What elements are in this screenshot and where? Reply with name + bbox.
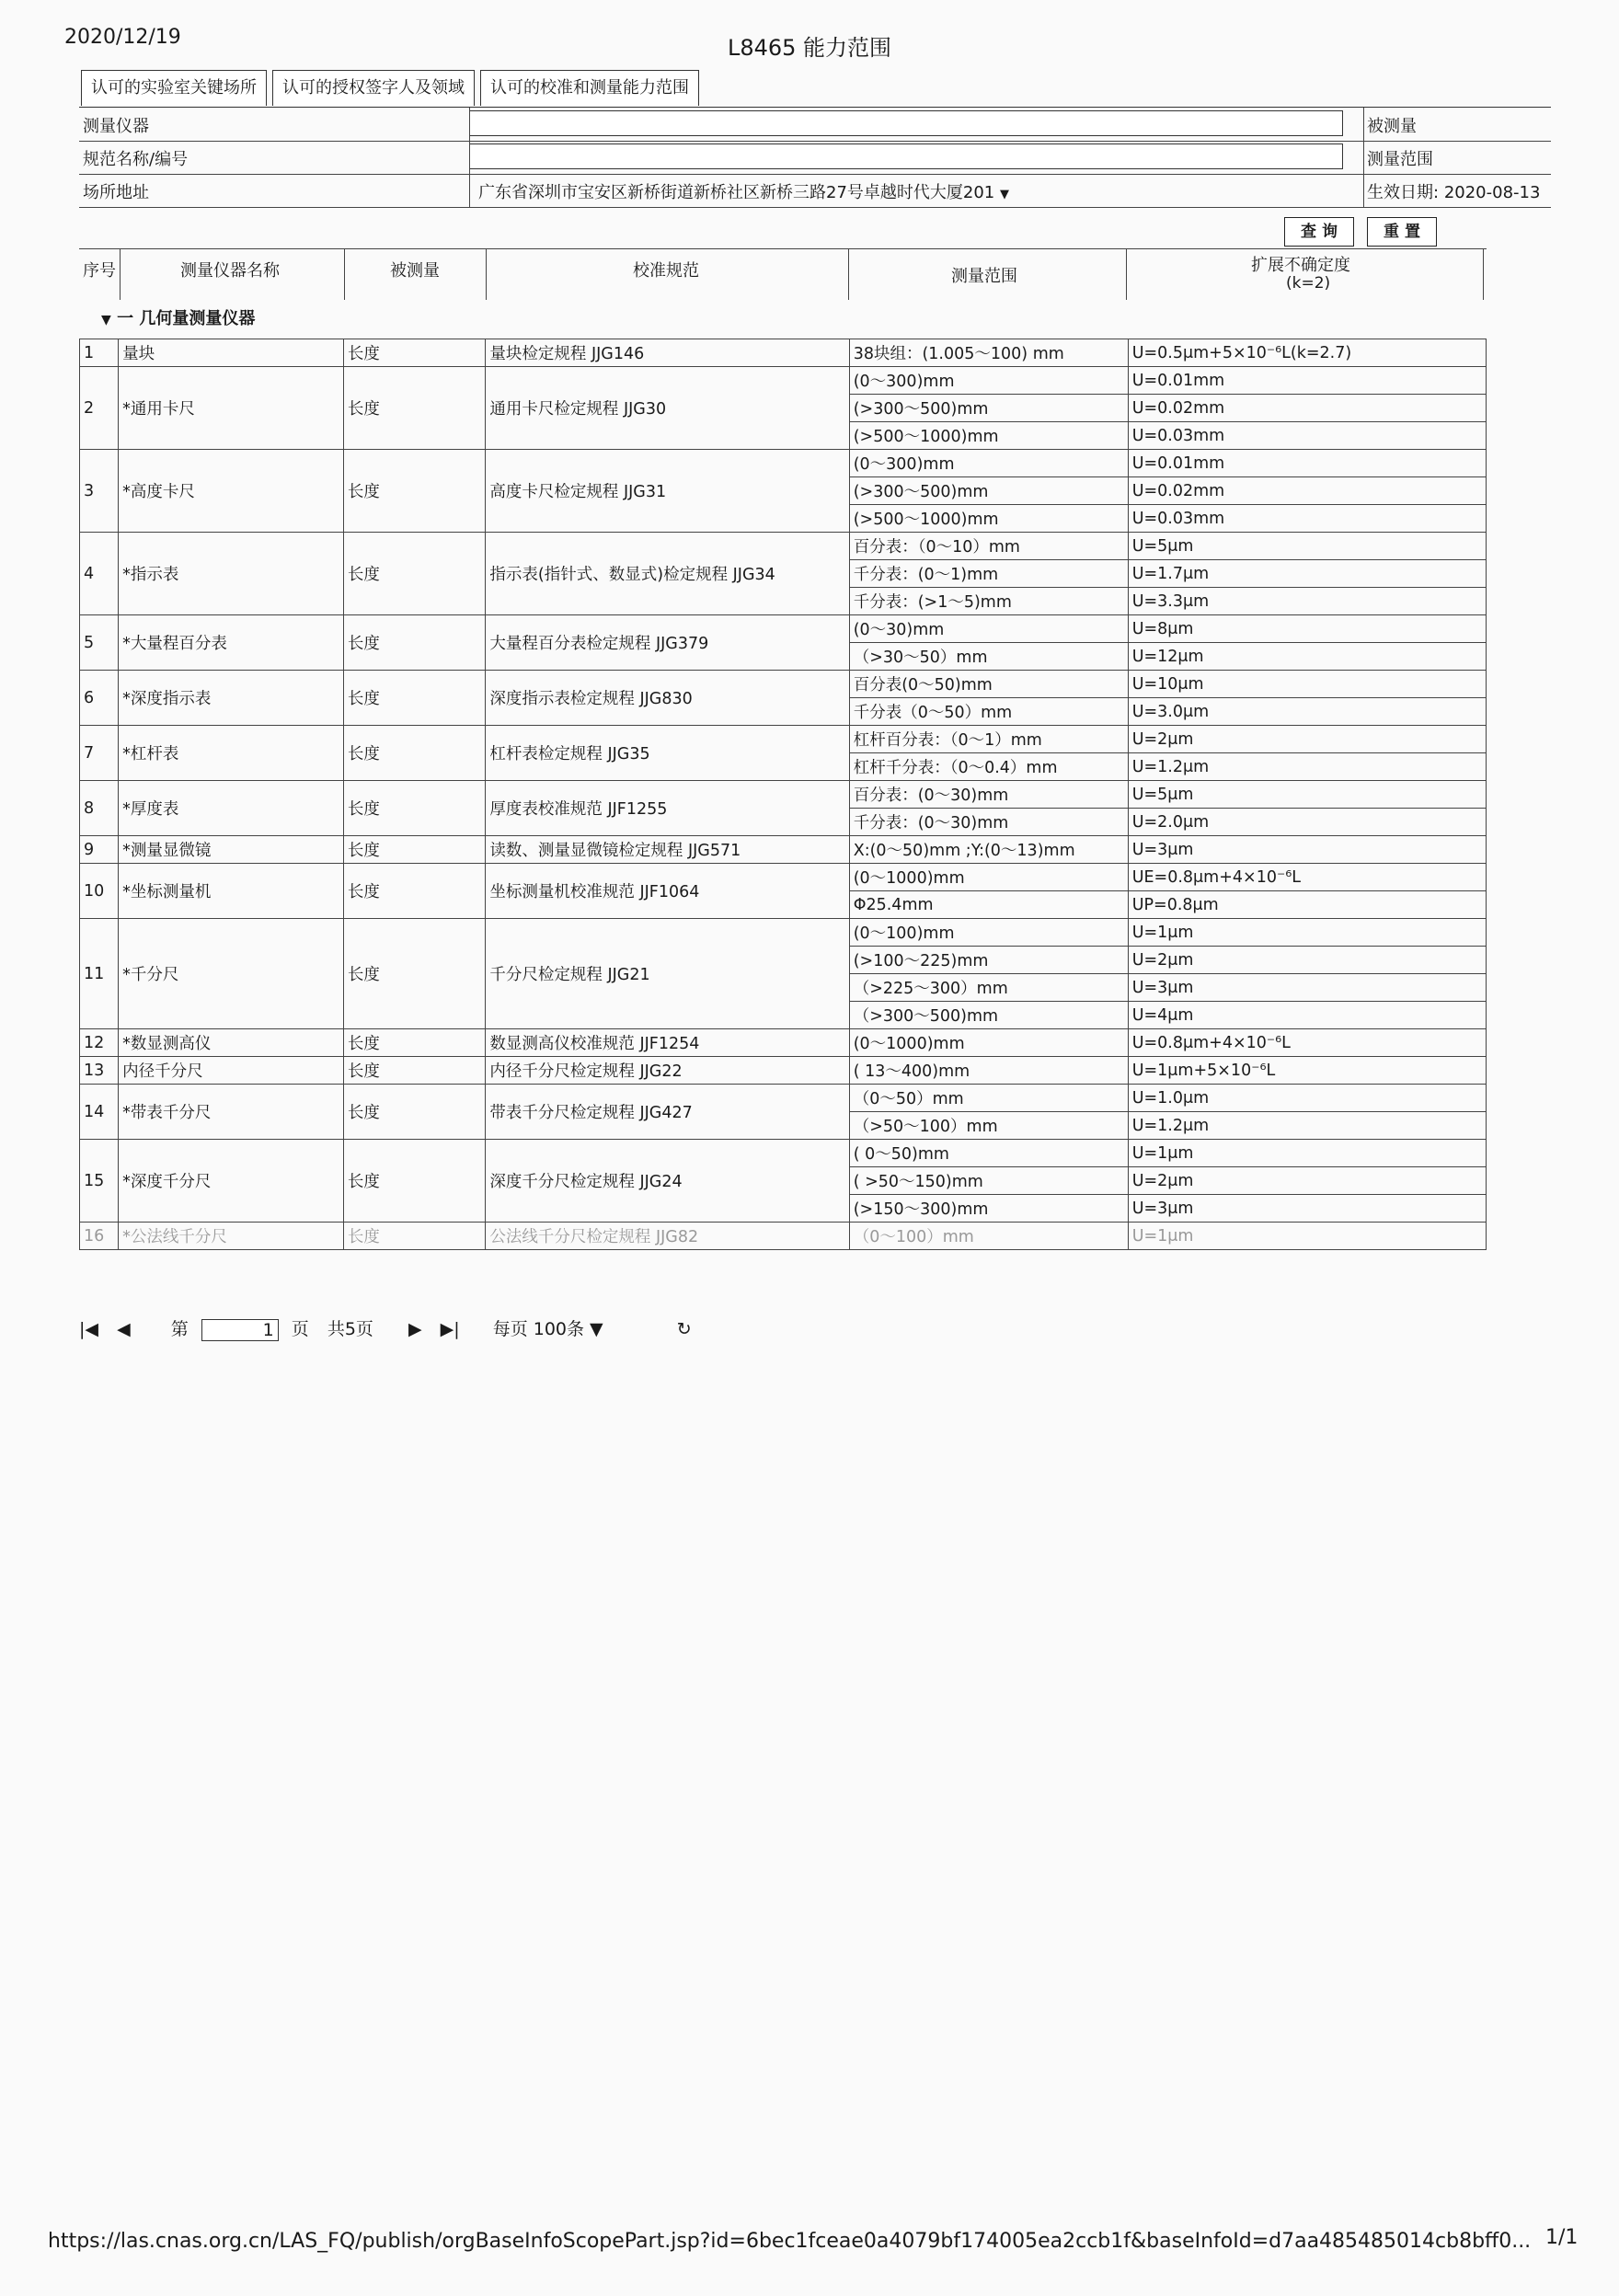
table-row <box>80 450 1487 477</box>
row-range: (0～1000)mm <box>849 1029 1128 1057</box>
table-row <box>80 1140 1487 1167</box>
row-quantity: 长度 <box>343 864 486 919</box>
section-title: 一 几何量测量仪器 <box>117 309 256 328</box>
tab-key-sites[interactable]: 认可的实验室关键场所 <box>81 70 267 106</box>
row-uncertainty: U=0.03mm <box>1128 505 1486 533</box>
row-uncertainty: U=5μm <box>1128 781 1486 809</box>
row-range: 千分表：(0～30)mm <box>849 809 1128 836</box>
table-row <box>80 864 1487 891</box>
reset-button[interactable]: 重 置 <box>1367 217 1437 247</box>
row-instrument-name: *厚度表 <box>119 781 344 836</box>
row-uncertainty: U=4μm <box>1128 1002 1486 1029</box>
col-name: 测量仪器名称 <box>180 261 280 281</box>
row-uncertainty: U=2μm <box>1128 1167 1486 1195</box>
scope-table <box>79 339 1487 1250</box>
row-spec: 厚度表校准规范 JJF1255 <box>486 781 849 836</box>
row-no: 11 <box>80 919 119 1029</box>
row-spec: 深度千分尺检定规程 JJG24 <box>486 1140 849 1223</box>
table-row <box>80 533 1487 560</box>
col-spec: 校准规范 <box>633 261 699 281</box>
spec-input[interactable] <box>469 144 1343 169</box>
row-instrument-name: *高度卡尺 <box>119 450 344 533</box>
effective-date: 生效日期: 2020-08-13 <box>1367 183 1541 202</box>
row-range: 百分表：（0～10）mm <box>849 533 1128 560</box>
table-row <box>80 836 1487 864</box>
filter-row-spec <box>79 141 1551 175</box>
row-no: 13 <box>80 1057 119 1085</box>
table-row <box>80 367 1487 395</box>
row-uncertainty: UE=0.8μm+4×10⁻⁶L <box>1128 864 1486 891</box>
row-instrument-name: *指示表 <box>119 533 344 615</box>
row-no: 1 <box>80 339 119 367</box>
table-row <box>80 615 1487 643</box>
section-geometric[interactable] <box>101 305 255 329</box>
row-spec: 深度指示表检定规程 JJG830 <box>486 671 849 726</box>
row-no: 14 <box>80 1085 119 1140</box>
row-no: 5 <box>80 615 119 671</box>
row-range: X:(0～50)mm ;Y:(0～13)mm <box>849 836 1128 864</box>
row-quantity: 长度 <box>343 450 486 533</box>
row-instrument-name: 内径千分尺 <box>119 1057 344 1085</box>
row-uncertainty: U=1μm+5×10⁻⁶L <box>1128 1057 1486 1085</box>
row-no: 9 <box>80 836 119 864</box>
row-instrument-name: *深度千分尺 <box>119 1140 344 1223</box>
row-instrument-name: *带表千分尺 <box>119 1085 344 1140</box>
row-range: （0～100）mm <box>849 1223 1128 1250</box>
row-range: 百分表(0～50)mm <box>849 671 1128 698</box>
page-prefix: 第 <box>170 1319 189 1339</box>
row-quantity: 长度 <box>343 1140 486 1223</box>
row-uncertainty: U=1μm <box>1128 1140 1486 1167</box>
row-instrument-name: *测量显微镜 <box>119 836 344 864</box>
row-no: 8 <box>80 781 119 836</box>
row-range: (>150～300)mm <box>849 1195 1128 1223</box>
col-uncertainty-k: (k=2) <box>1286 274 1331 293</box>
row-quantity: 长度 <box>343 836 486 864</box>
table-row <box>80 339 1487 367</box>
row-range: （>225～300）mm <box>849 974 1128 1002</box>
row-uncertainty: UP=0.8μm <box>1128 891 1486 919</box>
row-no: 16 <box>80 1223 119 1250</box>
row-range: 千分表（0～50）mm <box>849 698 1128 726</box>
row-spec: 高度卡尺检定规程 JJG31 <box>486 450 849 533</box>
row-quantity: 长度 <box>343 615 486 671</box>
row-range: (>500～1000)mm <box>849 422 1128 450</box>
filter-row-instrument <box>79 108 1551 142</box>
instrument-label: 测量仪器 <box>83 117 149 136</box>
tab-signatories[interactable]: 认可的授权签字人及领域 <box>272 70 475 106</box>
row-instrument-name: *杠杆表 <box>119 726 344 781</box>
footer-url: https://las.cnas.org.cn/LAS_FQ/publish/orgBaseInfoScopePart.jsp?id=6bec1fceae0a4079bf174005ea2ccb1f&baseInfoId=d7aa485485014cb8bff0... <box>48 2230 1532 2253</box>
row-range: (0～1000)mm <box>849 864 1128 891</box>
row-range: 千分表：(>1～5)mm <box>849 588 1128 615</box>
row-range: (0～30)mm <box>849 615 1128 643</box>
filter-row-site <box>79 174 1551 208</box>
row-quantity: 长度 <box>343 1057 486 1085</box>
row-spec: 通用卡尺检定规程 JJG30 <box>486 367 849 450</box>
row-range: （>50～100）mm <box>849 1112 1128 1140</box>
row-uncertainty: U=12μm <box>1128 643 1486 671</box>
chevron-down-icon[interactable]: ▼ <box>1000 188 1009 201</box>
row-uncertainty: U=0.03mm <box>1128 422 1486 450</box>
row-instrument-name: *坐标测量机 <box>119 864 344 919</box>
row-quantity: 长度 <box>343 919 486 1029</box>
row-instrument-name: *数显测高仪 <box>119 1029 344 1057</box>
row-uncertainty: U=0.8μm+4×10⁻⁶L <box>1128 1029 1486 1057</box>
row-spec: 内径千分尺检定规程 JJG22 <box>486 1057 849 1085</box>
total-pages: 共5页 <box>327 1319 373 1339</box>
row-no: 7 <box>80 726 119 781</box>
row-range: 百分表：(0～30)mm <box>849 781 1128 809</box>
row-uncertainty: U=5μm <box>1128 533 1486 560</box>
row-instrument-name: *公法线千分尺 <box>119 1223 344 1250</box>
row-no: 10 <box>80 864 119 919</box>
next-page-icon[interactable]: ▶ <box>408 1319 422 1339</box>
table-row <box>80 919 1487 947</box>
row-quantity: 长度 <box>343 339 486 367</box>
row-instrument-name: 量块 <box>119 339 344 367</box>
row-range: (0～100)mm <box>849 919 1128 947</box>
row-uncertainty: U=0.5μm+5×10⁻⁶L(k=2.7) <box>1128 339 1486 367</box>
row-uncertainty: U=1μm <box>1128 919 1486 947</box>
query-button[interactable]: 查 询 <box>1284 217 1354 247</box>
row-uncertainty: U=3.3μm <box>1128 588 1486 615</box>
last-page-icon[interactable]: ▶| <box>440 1319 460 1339</box>
table-row <box>80 671 1487 698</box>
row-spec: 读数、测量显微镜检定规程 JJG571 <box>486 836 849 864</box>
collapse-icon[interactable]: ▼ <box>101 313 111 327</box>
spec-label: 规范名称/编号 <box>83 150 189 169</box>
row-range: (0～300)mm <box>849 450 1128 477</box>
table-row <box>80 1085 1487 1112</box>
table-row <box>80 1223 1487 1250</box>
col-uncertainty: 扩展不确定度 <box>1251 256 1350 275</box>
row-range: Φ25.4mm <box>849 891 1128 919</box>
filter-panel <box>79 107 1551 202</box>
range-label: 测量范围 <box>1367 150 1433 169</box>
row-uncertainty: U=0.01mm <box>1128 367 1486 395</box>
row-spec: 量块检定规程 JJG146 <box>486 339 849 367</box>
row-no: 6 <box>80 671 119 726</box>
row-no: 12 <box>80 1029 119 1057</box>
row-range: （>300～500)mm <box>849 1002 1128 1029</box>
col-range: 测量范围 <box>951 267 1017 286</box>
row-spec: 坐标测量机校准规范 JJF1064 <box>486 864 849 919</box>
row-instrument-name: *通用卡尺 <box>119 367 344 450</box>
print-date: 2020/12/19 <box>64 26 181 49</box>
site-select[interactable]: 广东省深圳市宝安区新桥街道新桥社区新桥三路27号卓越时代大厦201 ▼ <box>478 183 1009 202</box>
row-quantity: 长度 <box>343 367 486 450</box>
row-uncertainty: U=1μm <box>1128 1223 1486 1250</box>
row-quantity: 长度 <box>343 1223 486 1250</box>
per-page-select[interactable]: 每页 100条 ▼ <box>492 1319 603 1339</box>
row-uncertainty: U=1.2μm <box>1128 1112 1486 1140</box>
row-uncertainty: U=8μm <box>1128 615 1486 643</box>
col-no: 序号 <box>83 261 116 281</box>
row-range: 杠杆千分表：（0～0.4）mm <box>849 753 1128 781</box>
row-instrument-name: *大量程百分表 <box>119 615 344 671</box>
row-range: ( 13～400)mm <box>849 1057 1128 1085</box>
row-uncertainty: U=3μm <box>1128 1195 1486 1223</box>
row-quantity: 长度 <box>343 1085 486 1140</box>
row-uncertainty: U=2μm <box>1128 726 1486 753</box>
row-quantity: 长度 <box>343 726 486 781</box>
row-spec: 数显测高仪校准规范 JJF1254 <box>486 1029 849 1057</box>
table-row <box>80 781 1487 809</box>
row-range: (>500～1000)mm <box>849 505 1128 533</box>
prev-page-icon[interactable]: ◀ <box>117 1319 131 1339</box>
row-range: (>300～500)mm <box>849 395 1128 422</box>
row-uncertainty: U=0.02mm <box>1128 395 1486 422</box>
row-no: 2 <box>80 367 119 450</box>
table-row <box>80 1029 1487 1057</box>
row-uncertainty: U=2μm <box>1128 947 1486 974</box>
table-row <box>80 1057 1487 1085</box>
row-uncertainty: U=1.7μm <box>1128 560 1486 588</box>
row-uncertainty: U=2.0μm <box>1128 809 1486 836</box>
row-uncertainty: U=3μm <box>1128 974 1486 1002</box>
tab-bar <box>81 70 705 107</box>
table-row <box>80 726 1487 753</box>
row-spec: 大量程百分表检定规程 JJG379 <box>486 615 849 671</box>
row-spec: 杠杆表检定规程 JJG35 <box>486 726 849 781</box>
measured-label: 被测量 <box>1367 117 1417 136</box>
row-uncertainty: U=0.02mm <box>1128 477 1486 505</box>
row-range: ( >50～150)mm <box>849 1167 1128 1195</box>
row-uncertainty: U=0.01mm <box>1128 450 1486 477</box>
row-range: （>30～50）mm <box>849 643 1128 671</box>
row-range: (>300～500)mm <box>849 477 1128 505</box>
site-label: 场所地址 <box>83 183 149 202</box>
pager <box>79 1315 705 1341</box>
row-range: 38块组：(1.005～100) mm <box>849 339 1128 367</box>
row-quantity: 长度 <box>343 533 486 615</box>
row-range: (>100～225)mm <box>849 947 1128 974</box>
row-uncertainty: U=1.0μm <box>1128 1085 1486 1112</box>
row-range: (0～300)mm <box>849 367 1128 395</box>
row-spec: 公法线千分尺检定规程 JJG82 <box>486 1223 849 1250</box>
first-page-icon[interactable]: |◀ <box>79 1319 99 1339</box>
refresh-icon[interactable]: ↻ <box>676 1319 692 1339</box>
row-quantity: 长度 <box>343 1029 486 1057</box>
instrument-input[interactable] <box>469 110 1343 136</box>
row-no: 4 <box>80 533 119 615</box>
row-uncertainty: U=10μm <box>1128 671 1486 698</box>
row-no: 15 <box>80 1140 119 1223</box>
row-spec: 千分尺检定规程 JJG21 <box>486 919 849 1029</box>
row-instrument-name: *深度指示表 <box>119 671 344 726</box>
row-spec: 指示表(指针式、数显式)检定规程 JJG34 <box>486 533 849 615</box>
row-spec: 带表千分尺检定规程 JJG427 <box>486 1085 849 1140</box>
row-uncertainty: U=1.2μm <box>1128 753 1486 781</box>
row-quantity: 长度 <box>343 781 486 836</box>
row-range: （0～50）mm <box>849 1085 1128 1112</box>
page-input[interactable]: 1 <box>201 1319 279 1341</box>
row-instrument-name: *千分尺 <box>119 919 344 1029</box>
row-range: 杠杆百分表：（0～1）mm <box>849 726 1128 753</box>
row-range: ( 0～50)mm <box>849 1140 1128 1167</box>
page-suffix: 页 <box>291 1319 309 1339</box>
tab-calibration-scope[interactable]: 认可的校准和测量能力范围 <box>480 70 699 106</box>
row-range: 千分表：(0～1)mm <box>849 560 1128 588</box>
row-no: 3 <box>80 450 119 533</box>
row-quantity: 长度 <box>343 671 486 726</box>
row-uncertainty: U=3.0μm <box>1128 698 1486 726</box>
col-quantity: 被测量 <box>390 261 440 281</box>
row-uncertainty: U=3μm <box>1128 836 1486 864</box>
footer-page-number: 1/1 <box>1545 2226 1579 2249</box>
page-title: L8465 能力范围 <box>727 35 892 61</box>
